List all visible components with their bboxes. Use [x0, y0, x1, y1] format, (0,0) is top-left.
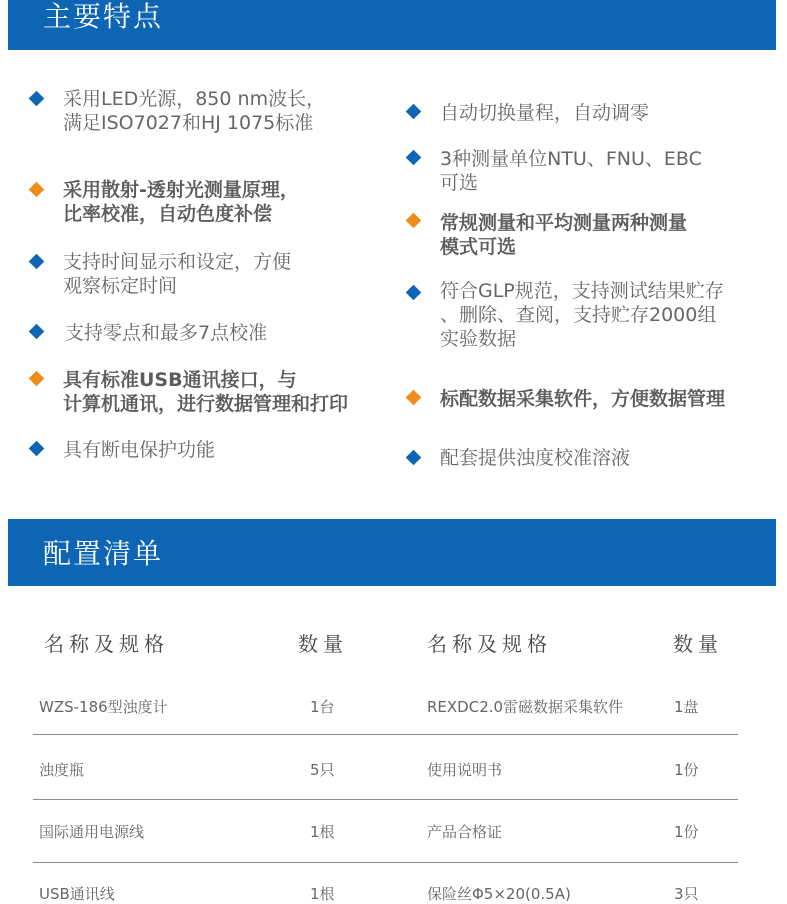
diamond-bullet-icon — [406, 104, 422, 120]
feature-item: 支持时间显示和设定，方便 观察标定时间 — [63, 251, 292, 297]
table-header-qty: 数量 — [673, 632, 723, 656]
table-cell: USB通讯线 — [39, 885, 115, 903]
table-cell: 1根 — [310, 823, 335, 841]
table-header-qty: 数量 — [298, 632, 348, 656]
diamond-bullet-icon — [406, 213, 422, 229]
table-cell: 产品合格证 — [427, 823, 503, 841]
diamond-bullet-icon — [29, 371, 45, 387]
table-cell: REXDC2.0雷磁数据采集软件 — [427, 698, 624, 716]
table-cell: 1份 — [674, 823, 699, 841]
table-cell: 国际通用电源线 — [39, 823, 145, 841]
feature-item: 采用LED光源，850 nm波长， 满足ISO7027和HJ 1075标准 — [63, 88, 326, 134]
row-divider — [33, 799, 738, 800]
feature-item: 3种测量单位NTU、FNU、EBC 可选 — [440, 148, 702, 194]
feature-item: 采用散射-透射光测量原理， 比率校准，自动色度补偿 — [63, 179, 299, 225]
table-cell: 5只 — [310, 761, 335, 779]
feature-item: 标配数据采集软件，方便数据管理 — [440, 388, 726, 410]
table-cell: WZS-186型浊度计 — [39, 698, 168, 716]
features-title: 主要特点 — [43, 0, 164, 33]
row-divider — [33, 734, 738, 735]
config-title: 配置清单 — [43, 537, 164, 570]
diamond-bullet-icon — [29, 91, 45, 107]
table-header-name: 名称及规格 — [44, 632, 169, 656]
diamond-bullet-icon — [406, 450, 422, 466]
feature-item: 符合GLP规范，支持测试结果贮存 、删除、查阅，支持贮存2000组 实验数据 — [440, 280, 724, 350]
feature-item: 支持零点和最多7点校准 — [65, 322, 268, 344]
table-cell: 1份 — [674, 761, 699, 779]
table-header-name: 名称及规格 — [427, 632, 552, 656]
feature-item: 自动切换量程，自动调零 — [440, 102, 650, 124]
row-divider — [33, 862, 738, 863]
table-cell: 使用说明书 — [427, 761, 503, 779]
config-banner — [8, 519, 776, 586]
table-cell: 浊度瓶 — [39, 761, 85, 779]
feature-item: 配套提供浊度校准溶液 — [440, 447, 631, 469]
diamond-bullet-icon — [29, 324, 45, 340]
feature-item: 具有断电保护功能 — [63, 439, 216, 461]
features-banner — [8, 0, 776, 50]
diamond-bullet-icon — [406, 150, 422, 166]
diamond-bullet-icon — [406, 390, 422, 406]
table-cell: 1根 — [310, 885, 335, 903]
table-cell: 1盘 — [674, 698, 699, 716]
table-cell: 3只 — [674, 885, 699, 903]
diamond-bullet-icon — [29, 182, 45, 198]
table-cell: 1台 — [310, 698, 335, 716]
diamond-bullet-icon — [29, 441, 45, 457]
diamond-bullet-icon — [29, 254, 45, 270]
feature-item: 常规测量和平均测量两种测量 模式可选 — [440, 212, 688, 258]
diamond-bullet-icon — [406, 285, 422, 301]
table-cell: 保险丝Φ5×20(0.5A) — [427, 885, 571, 903]
feature-item: 具有标准USB通讯接口，与 计算机通讯，进行数据管理和打印 — [63, 369, 349, 415]
